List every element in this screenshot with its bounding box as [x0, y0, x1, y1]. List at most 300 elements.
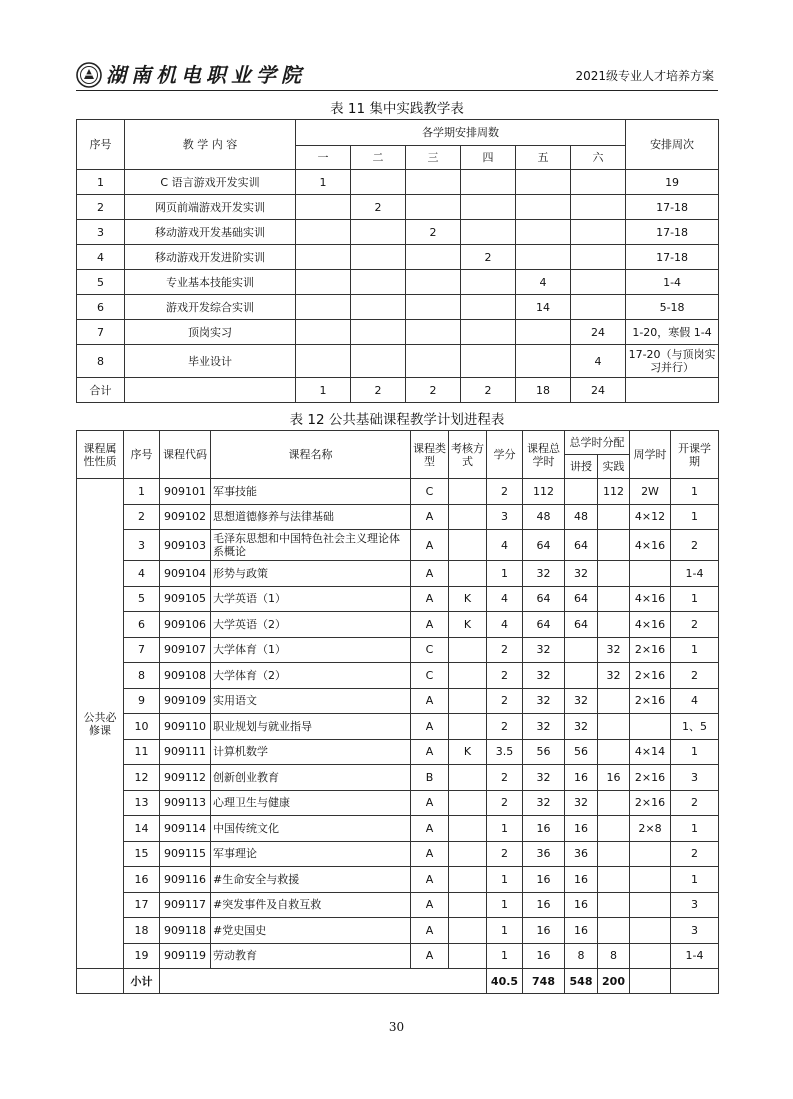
practice-teaching-table: [76, 119, 719, 403]
row-term-weeks: [296, 295, 351, 320]
row-term: 2: [671, 790, 719, 816]
page-header: [76, 62, 718, 91]
row-lecture: 16: [565, 765, 598, 791]
school-logo-icon: [76, 62, 102, 88]
row-exam: K: [449, 586, 487, 612]
row-term-weeks: [571, 220, 626, 245]
total-schedule: [626, 378, 719, 403]
row-no: 1: [77, 170, 125, 195]
table-row: [77, 816, 719, 842]
row-lecture: 16: [565, 816, 598, 842]
row-no: 12: [124, 765, 160, 791]
row-lecture: 32: [565, 714, 598, 740]
row-hours: 32: [523, 561, 565, 587]
row-no: 6: [124, 612, 160, 638]
header-term: 二: [351, 146, 406, 170]
row-credit: 2: [487, 479, 523, 505]
row-code: 909101: [160, 479, 211, 505]
total-term-weeks: 1: [296, 378, 351, 403]
row-weekly: 2W: [630, 479, 671, 505]
row-credit: 2: [487, 714, 523, 740]
row-no: 8: [124, 663, 160, 689]
header-term: 四: [461, 146, 516, 170]
row-exam: [449, 943, 487, 969]
row-term-weeks: [461, 220, 516, 245]
row-exam: [449, 530, 487, 561]
row-term-weeks: [296, 320, 351, 345]
row-practice: [598, 918, 630, 944]
table-row: [77, 345, 719, 378]
row-name: 大学英语（1）: [211, 586, 411, 612]
row-type: A: [411, 561, 449, 587]
row-lecture: [565, 663, 598, 689]
row-credit: 3.5: [487, 739, 523, 765]
row-code: 909109: [160, 688, 211, 714]
row-term-weeks: [461, 195, 516, 220]
table11-caption: 表 11 集中实践教学表: [330, 101, 464, 117]
row-term: 1: [671, 867, 719, 893]
header-exam: 考核方式: [449, 431, 487, 479]
table-row: [77, 739, 719, 765]
row-term-weeks: [351, 170, 406, 195]
row-weekly: 2×16: [630, 790, 671, 816]
row-credit: 1: [487, 943, 523, 969]
row-code: 909119: [160, 943, 211, 969]
row-weekly: 2×16: [630, 765, 671, 791]
row-credit: 4: [487, 586, 523, 612]
row-type: A: [411, 841, 449, 867]
row-term: 3: [671, 892, 719, 918]
row-term: 1: [671, 504, 719, 530]
row-weekly: 4×16: [630, 530, 671, 561]
row-schedule: 17-18: [626, 195, 719, 220]
row-term-weeks: 4: [516, 270, 571, 295]
row-name: #突发事件及自救互救: [211, 892, 411, 918]
row-hours: 64: [523, 586, 565, 612]
subtotal-lecture: 548: [565, 969, 598, 994]
row-type: A: [411, 867, 449, 893]
row-term: 1: [671, 816, 719, 842]
row-term-weeks: 2: [461, 245, 516, 270]
row-no: 3: [124, 530, 160, 561]
header-practice: 实践: [598, 455, 630, 479]
row-no: 2: [124, 504, 160, 530]
row-credit: 2: [487, 688, 523, 714]
row-name: 军事理论: [211, 841, 411, 867]
row-weekly: 2×16: [630, 637, 671, 663]
row-exam: [449, 790, 487, 816]
row-no: 16: [124, 867, 160, 893]
row-practice: [598, 504, 630, 530]
row-no: 18: [124, 918, 160, 944]
row-schedule: 19: [626, 170, 719, 195]
row-code: 909115: [160, 841, 211, 867]
row-type: A: [411, 714, 449, 740]
row-type: B: [411, 765, 449, 791]
row-term-weeks: [351, 245, 406, 270]
row-practice: 32: [598, 637, 630, 663]
total-term-weeks: 18: [516, 378, 571, 403]
row-credit: 2: [487, 790, 523, 816]
table-row: [77, 892, 719, 918]
row-content: C 语言游戏开发实训: [125, 170, 296, 195]
row-hours: 32: [523, 663, 565, 689]
row-no: 13: [124, 790, 160, 816]
row-code: 909103: [160, 530, 211, 561]
row-credit: 2: [487, 841, 523, 867]
row-code: 909108: [160, 663, 211, 689]
row-term-weeks: [461, 170, 516, 195]
row-name: 大学体育（2）: [211, 663, 411, 689]
header-weeks-group: 各学期安排周数: [296, 120, 626, 146]
row-code: 909114: [160, 816, 211, 842]
row-term-weeks: [351, 295, 406, 320]
header-term: 三: [406, 146, 461, 170]
header-type: 课程类型: [411, 431, 449, 479]
row-term-weeks: [571, 270, 626, 295]
header-no: 序号: [77, 120, 125, 170]
row-exam: [449, 663, 487, 689]
row-lecture: [565, 479, 598, 505]
row-practice: [598, 892, 630, 918]
row-lecture: 36: [565, 841, 598, 867]
row-hours: 32: [523, 688, 565, 714]
row-term: 1: [671, 479, 719, 505]
row-no: 6: [77, 295, 125, 320]
row-schedule: 1-4: [626, 270, 719, 295]
subtotal-blank: [630, 969, 671, 994]
row-practice: 32: [598, 663, 630, 689]
row-no: 1: [124, 479, 160, 505]
row-term-weeks: [461, 270, 516, 295]
row-exam: [449, 867, 487, 893]
table-row: [77, 320, 719, 345]
row-type: A: [411, 943, 449, 969]
row-term-weeks: 14: [516, 295, 571, 320]
row-type: A: [411, 739, 449, 765]
row-practice: [598, 612, 630, 638]
total-content: [125, 378, 296, 403]
row-name: 计算机数学: [211, 739, 411, 765]
row-exam: [449, 504, 487, 530]
row-code: 909104: [160, 561, 211, 587]
page-number: 30: [388, 1020, 405, 1034]
row-schedule: 17-18: [626, 220, 719, 245]
row-code: 909102: [160, 504, 211, 530]
row-term-weeks: [351, 320, 406, 345]
row-term-weeks: [351, 270, 406, 295]
row-practice: [598, 841, 630, 867]
row-no: 4: [77, 245, 125, 270]
row-weekly: [630, 841, 671, 867]
row-lecture: 64: [565, 530, 598, 561]
row-no: 10: [124, 714, 160, 740]
row-term-weeks: 4: [571, 345, 626, 378]
row-no: 4: [124, 561, 160, 587]
row-practice: [598, 867, 630, 893]
row-term: 1: [671, 637, 719, 663]
row-term-weeks: [351, 220, 406, 245]
row-content: 网页前端游戏开发实训: [125, 195, 296, 220]
header-code: 课程代码: [160, 431, 211, 479]
row-exam: [449, 765, 487, 791]
row-term-weeks: [461, 320, 516, 345]
row-practice: 112: [598, 479, 630, 505]
row-no: 5: [77, 270, 125, 295]
row-credit: 3: [487, 504, 523, 530]
row-term: 3: [671, 918, 719, 944]
row-term-weeks: [516, 245, 571, 270]
header-name: 课程名称: [211, 431, 411, 479]
row-lecture: 32: [565, 688, 598, 714]
row-code: 909113: [160, 790, 211, 816]
row-exam: [449, 841, 487, 867]
row-term-weeks: [571, 170, 626, 195]
total-term-weeks: 2: [461, 378, 516, 403]
row-term-weeks: [351, 345, 406, 378]
row-term: 2: [671, 841, 719, 867]
row-type: A: [411, 612, 449, 638]
row-practice: [598, 816, 630, 842]
row-term-weeks: [296, 270, 351, 295]
row-term-weeks: [516, 220, 571, 245]
row-schedule: 1-20，寒假 1-4: [626, 320, 719, 345]
table-row: [77, 637, 719, 663]
row-lecture: 56: [565, 739, 598, 765]
subtotal-blank: [160, 969, 487, 994]
row-schedule: 17-20（与顶岗实习并行）: [626, 345, 719, 378]
row-weekly: 4×12: [630, 504, 671, 530]
row-content: 移动游戏开发进阶实训: [125, 245, 296, 270]
table-row: [77, 612, 719, 638]
row-hours: 32: [523, 765, 565, 791]
subtotal-blank: [77, 969, 124, 994]
row-term: 2: [671, 530, 719, 561]
row-term-weeks: [296, 345, 351, 378]
row-lecture: 16: [565, 892, 598, 918]
row-term-weeks: [571, 295, 626, 320]
row-exam: [449, 479, 487, 505]
row-term-weeks: [406, 245, 461, 270]
row-term-weeks: [571, 195, 626, 220]
row-weekly: 4×16: [630, 586, 671, 612]
row-exam: K: [449, 739, 487, 765]
subtotal-practice: 200: [598, 969, 630, 994]
table-row: [77, 504, 719, 530]
row-code: 909111: [160, 739, 211, 765]
row-type: A: [411, 688, 449, 714]
row-lecture: 64: [565, 612, 598, 638]
header-nature: 课程属性性质: [77, 431, 124, 479]
row-term: 2: [671, 612, 719, 638]
row-weekly: 2×16: [630, 688, 671, 714]
total-term-weeks: 2: [351, 378, 406, 403]
row-weekly: [630, 918, 671, 944]
row-type: A: [411, 504, 449, 530]
row-term-weeks: [296, 220, 351, 245]
table-row: [77, 867, 719, 893]
header-hours: 课程总学时: [523, 431, 565, 479]
row-no: 2: [77, 195, 125, 220]
subtotal-blank: [671, 969, 719, 994]
header-alloc-group: 总学时分配: [565, 431, 630, 455]
school-name: 湖南机电职业学院: [106, 63, 306, 87]
row-lecture: 48: [565, 504, 598, 530]
row-weekly: 4×14: [630, 739, 671, 765]
row-hours: 16: [523, 816, 565, 842]
row-hours: 16: [523, 892, 565, 918]
row-no: 7: [124, 637, 160, 663]
row-name: 大学体育（1）: [211, 637, 411, 663]
subtotal-credit: 40.5: [487, 969, 523, 994]
table-row: [77, 245, 719, 270]
header-credit: 学分: [487, 431, 523, 479]
row-term-weeks: [571, 245, 626, 270]
row-exam: [449, 561, 487, 587]
table-row: [77, 765, 719, 791]
row-hours: 16: [523, 867, 565, 893]
table-row: [77, 295, 719, 320]
table-row: [77, 688, 719, 714]
row-type: A: [411, 892, 449, 918]
row-practice: [598, 714, 630, 740]
row-code: 909105: [160, 586, 211, 612]
row-exam: [449, 688, 487, 714]
group-label: 公共必修课: [77, 479, 124, 969]
header-lecture: 讲授: [565, 455, 598, 479]
header-no: 序号: [124, 431, 160, 479]
total-term-weeks: 2: [406, 378, 461, 403]
row-lecture: 64: [565, 586, 598, 612]
table-row: [77, 479, 719, 505]
row-no: 9: [124, 688, 160, 714]
row-type: C: [411, 479, 449, 505]
table-row: [77, 170, 719, 195]
row-no: 8: [77, 345, 125, 378]
row-term-weeks: [461, 295, 516, 320]
row-name: 军事技能: [211, 479, 411, 505]
row-hours: 32: [523, 790, 565, 816]
row-no: 19: [124, 943, 160, 969]
row-term-weeks: [406, 295, 461, 320]
row-term: 1-4: [671, 943, 719, 969]
row-type: A: [411, 918, 449, 944]
table-total-row: [77, 378, 719, 403]
row-term-weeks: [406, 270, 461, 295]
table-row: [77, 841, 719, 867]
row-practice: 16: [598, 765, 630, 791]
table-row: [77, 220, 719, 245]
row-exam: [449, 714, 487, 740]
row-term: 1: [671, 586, 719, 612]
table-row: [77, 663, 719, 689]
row-exam: [449, 918, 487, 944]
row-type: A: [411, 530, 449, 561]
row-exam: K: [449, 612, 487, 638]
table-row: [77, 195, 719, 220]
row-weekly: 4×16: [630, 612, 671, 638]
row-hours: 112: [523, 479, 565, 505]
row-name: 劳动教育: [211, 943, 411, 969]
total-label: 合计: [77, 378, 125, 403]
header-schedule: 安排周次: [626, 120, 719, 170]
table-row: [77, 790, 719, 816]
row-term: 1-4: [671, 561, 719, 587]
row-content: 移动游戏开发基础实训: [125, 220, 296, 245]
total-term-weeks: 24: [571, 378, 626, 403]
row-term-weeks: [516, 195, 571, 220]
row-hours: 64: [523, 530, 565, 561]
plan-title: 2021级专业人才培养方案: [575, 69, 714, 83]
row-credit: 2: [487, 637, 523, 663]
row-term-weeks: [406, 320, 461, 345]
row-name: 毛泽东思想和中国特色社会主义理论体系概论: [211, 530, 411, 561]
row-term-weeks: [516, 320, 571, 345]
row-hours: 56: [523, 739, 565, 765]
row-term: 2: [671, 663, 719, 689]
row-term-weeks: [296, 245, 351, 270]
row-hours: 32: [523, 714, 565, 740]
row-credit: 4: [487, 612, 523, 638]
row-no: 3: [77, 220, 125, 245]
header-term: 五: [516, 146, 571, 170]
row-name: 形势与政策: [211, 561, 411, 587]
row-weekly: 2×16: [630, 663, 671, 689]
row-lecture: [565, 637, 598, 663]
header-term: 一: [296, 146, 351, 170]
row-credit: 4: [487, 530, 523, 561]
row-content: 顶岗实习: [125, 320, 296, 345]
table-row: [77, 270, 719, 295]
row-credit: 1: [487, 561, 523, 587]
subtotal-hours: 748: [523, 969, 565, 994]
row-weekly: [630, 943, 671, 969]
row-name: 职业规划与就业指导: [211, 714, 411, 740]
row-name: #党史国史: [211, 918, 411, 944]
row-code: 909107: [160, 637, 211, 663]
row-weekly: [630, 867, 671, 893]
row-practice: [598, 688, 630, 714]
row-no: 14: [124, 816, 160, 842]
row-term-weeks: 2: [351, 195, 406, 220]
row-schedule: 17-18: [626, 245, 719, 270]
row-term: 3: [671, 765, 719, 791]
row-hours: 36: [523, 841, 565, 867]
row-hours: 16: [523, 918, 565, 944]
row-credit: 1: [487, 867, 523, 893]
row-name: 创新创业教育: [211, 765, 411, 791]
row-credit: 2: [487, 765, 523, 791]
row-term-weeks: 24: [571, 320, 626, 345]
row-practice: [598, 739, 630, 765]
row-term-weeks: [296, 195, 351, 220]
row-code: 909106: [160, 612, 211, 638]
row-term: 1: [671, 739, 719, 765]
row-practice: [598, 586, 630, 612]
row-weekly: [630, 714, 671, 740]
subtotal-label: 小计: [124, 969, 160, 994]
table-subtotal-row: [77, 969, 719, 994]
row-name: 大学英语（2）: [211, 612, 411, 638]
row-hours: 32: [523, 637, 565, 663]
row-code: 909117: [160, 892, 211, 918]
row-term-weeks: [516, 345, 571, 378]
table-row: [77, 586, 719, 612]
row-name: 实用语文: [211, 688, 411, 714]
row-credit: 1: [487, 816, 523, 842]
public-course-plan-table: [76, 430, 719, 994]
row-type: C: [411, 637, 449, 663]
